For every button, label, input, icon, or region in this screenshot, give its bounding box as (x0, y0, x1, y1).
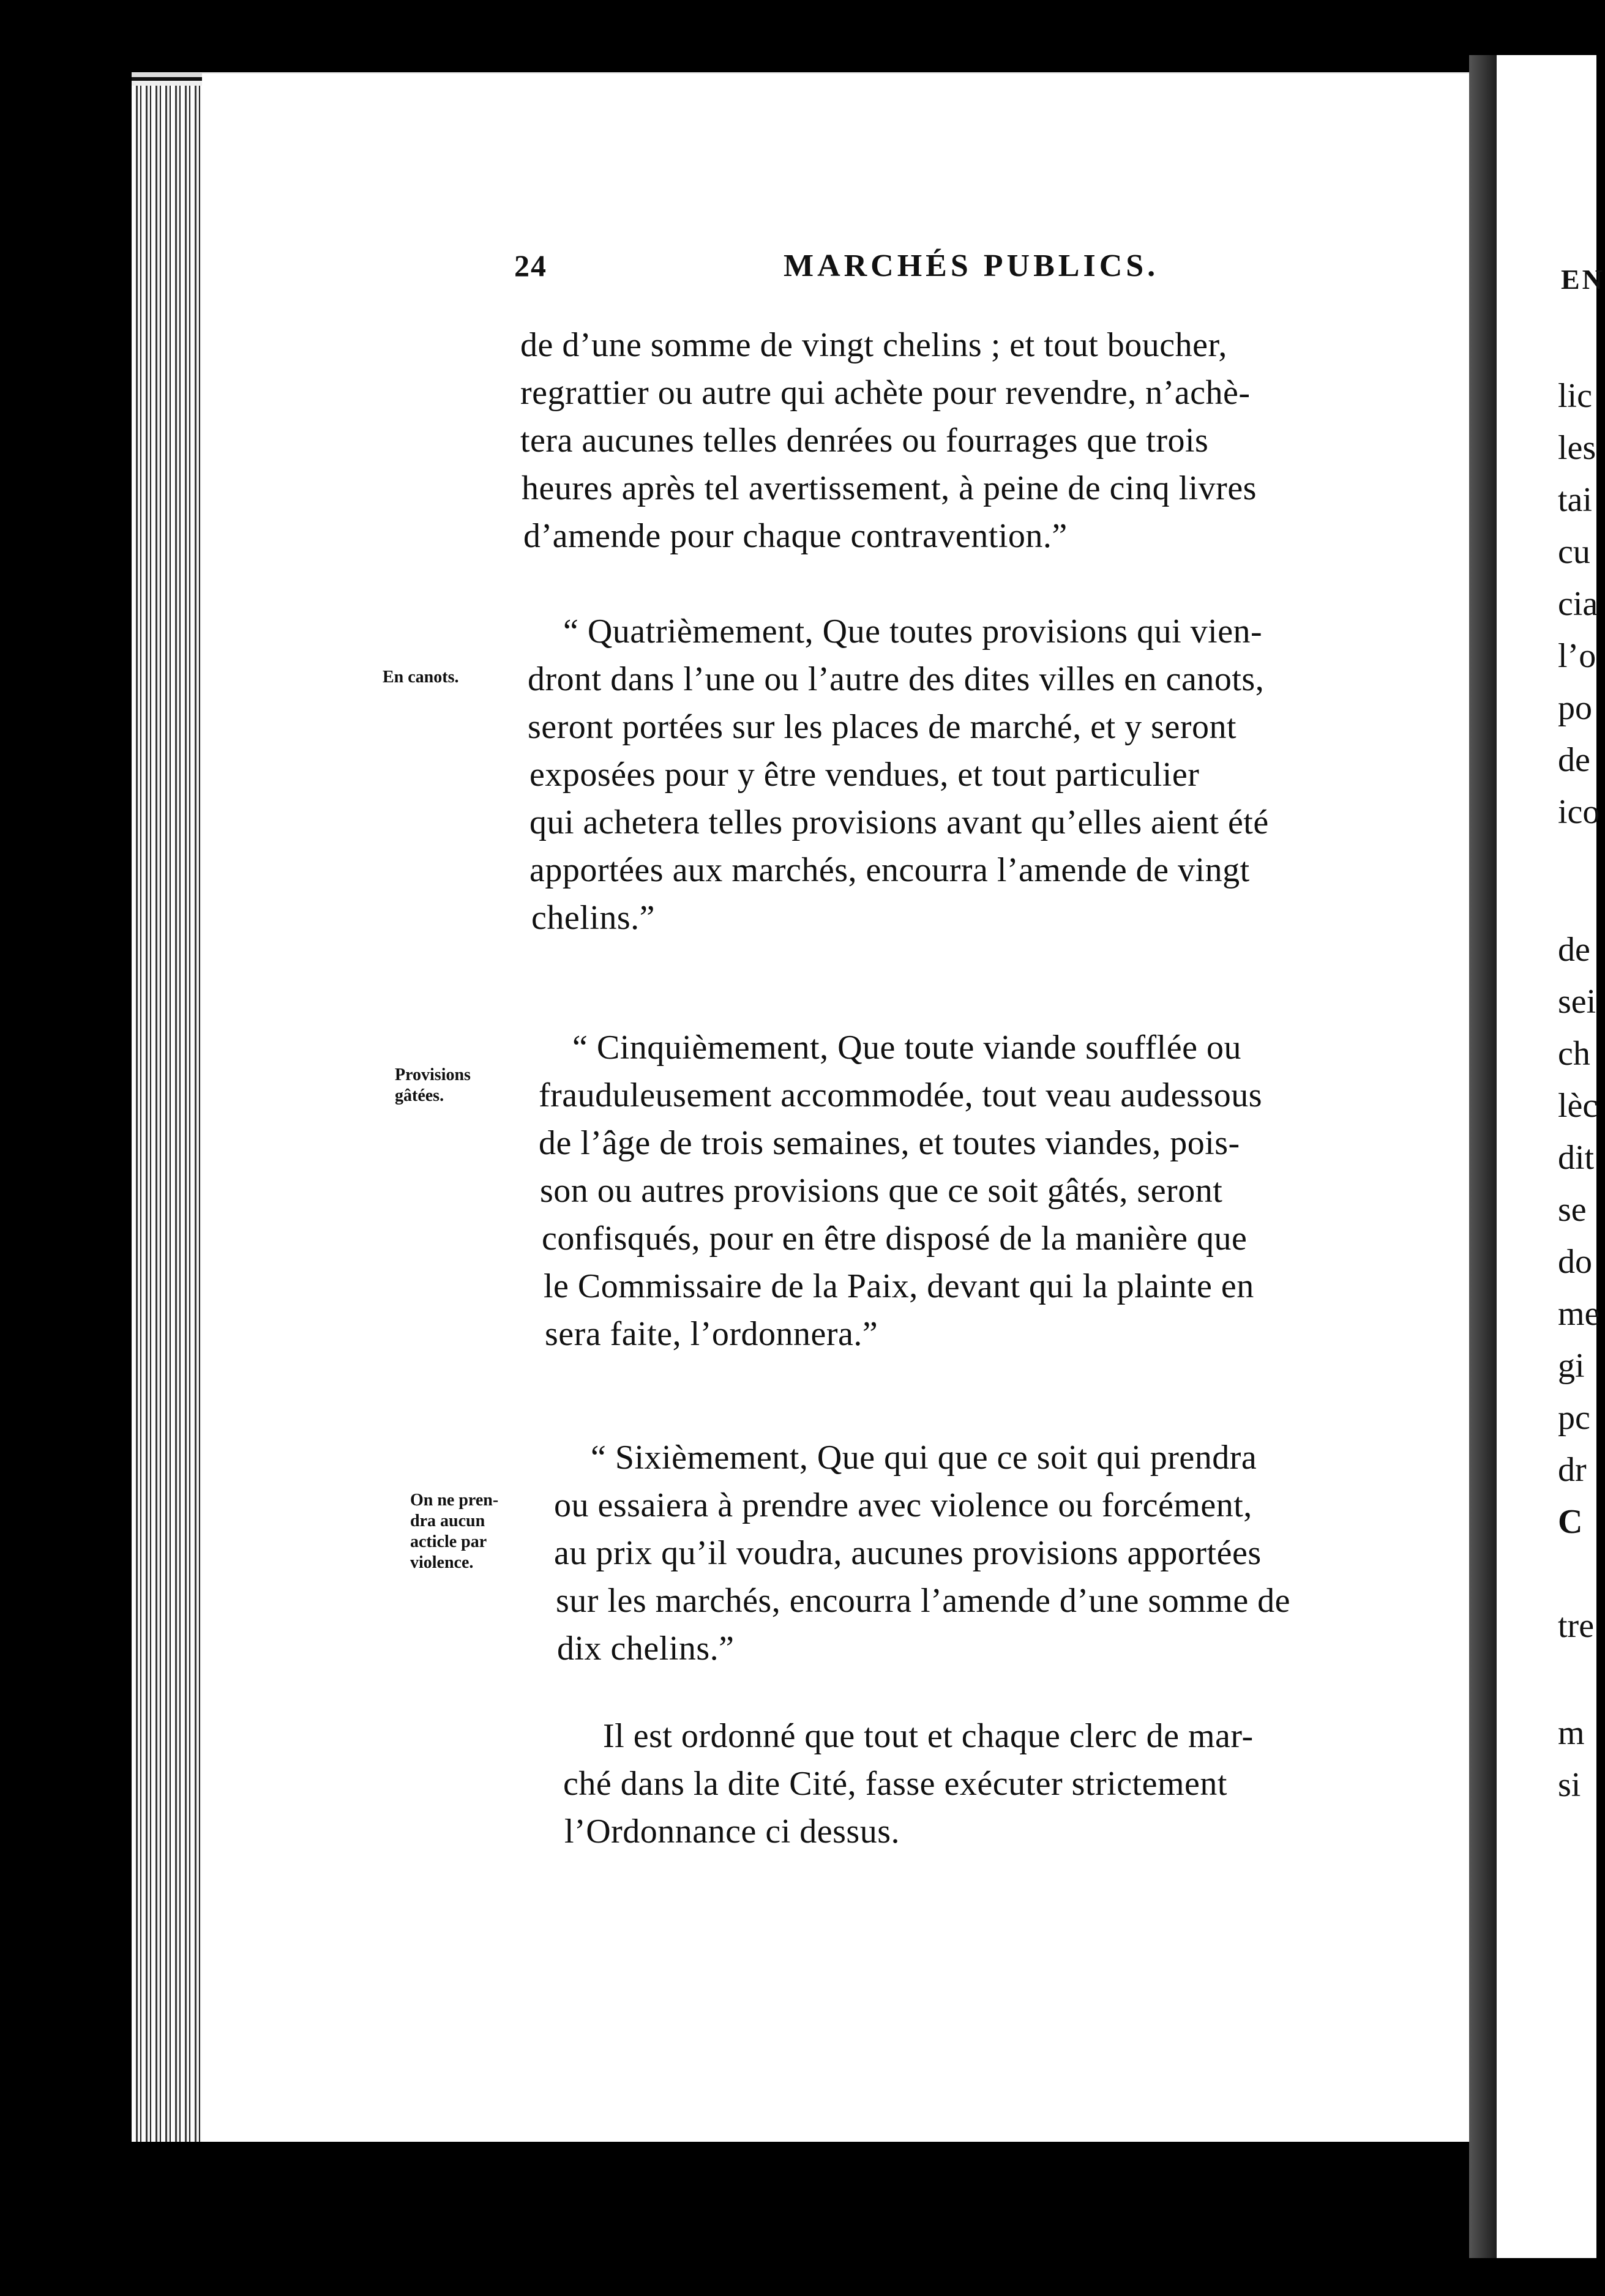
text-line: “ Quatrièmement, Que toutes provisions qui vien- (563, 613, 1263, 650)
facing-line: tre (1558, 1607, 1595, 1645)
facing-line: pc (1558, 1399, 1590, 1437)
text-line: heures après tel avertissement, à peine de cinq livres (522, 469, 1257, 507)
text-line: ou essaiera à prendre avec violence ou forcément, (554, 1486, 1252, 1524)
facing-line: dit (1558, 1139, 1595, 1177)
facing-line: les (1558, 429, 1596, 467)
facing-line: do (1558, 1243, 1592, 1281)
facing-line: lic (1558, 377, 1592, 415)
margin-note: On ne pren- dra aucun acticle par violence. (410, 1491, 499, 1572)
facing-line: ch (1558, 1035, 1590, 1073)
facing-line: de (1558, 931, 1590, 969)
text-line: ché dans la dite Cité, fasse exécuter strictement (563, 1765, 1227, 1803)
margin-note: Provisions gâtées. (395, 1065, 471, 1105)
facing-line: cia (1558, 585, 1598, 623)
text-line: sur les marchés, encourra l’amende d’une somme de (556, 1582, 1291, 1620)
text-line: d’amende pour chaque contravention.” (523, 517, 1068, 555)
text-line: confisqués, pour en être disposé de la manière que (542, 1220, 1248, 1258)
page-number: 24 (514, 248, 547, 283)
facing-line: tai (1558, 481, 1592, 519)
text-line: frauduleusement accommodée, tout veau audessous (539, 1076, 1262, 1114)
text-line: sera faite, l’ordonnera.” (545, 1315, 878, 1353)
text-line: de d’une somme de vingt chelins ; et tout boucher, (520, 326, 1227, 364)
text-line: son ou autres provisions que ce soit gâtés, seront (540, 1172, 1223, 1210)
text-line: apportées aux marchés, encourra l’amende de vingt (529, 851, 1250, 889)
text-line: “ Sixièmement, Que qui que ce soit qui prendra (591, 1439, 1257, 1477)
text-line: Il est ordonné que tout et chaque clerc de mar- (603, 1717, 1254, 1755)
text-line: seront portées sur les places de marché, et y seront (528, 708, 1237, 746)
facing-line: me (1558, 1295, 1600, 1333)
text-line: au prix qu’il voudra, aucunes provisions apportées (554, 1534, 1262, 1572)
facing-line: cu (1558, 533, 1590, 571)
facing-page-header: EN (1561, 264, 1605, 295)
facing-line: sei (1558, 983, 1596, 1021)
facing-line: l’o (1558, 637, 1596, 675)
text-line: dix chelins.” (557, 1630, 735, 1668)
facing-line: gi (1558, 1347, 1585, 1385)
text-line: qui achetera telles provisions avant qu’elles aient été (529, 803, 1269, 841)
page-header (514, 248, 1469, 291)
text-line: chelins.” (531, 899, 655, 937)
text-line: regrattier ou autre qui achète pour revendre, n’achè- (520, 374, 1251, 412)
facing-line: C (1558, 1503, 1583, 1541)
facing-line: dr (1558, 1451, 1587, 1489)
text-line: exposées pour y être vendues, et tout particulier (529, 756, 1200, 794)
facing-line: m (1558, 1714, 1585, 1752)
running-title: MARCHÉS PUBLICS. (784, 248, 1159, 283)
text-line: l’Ordonnance ci dessus. (564, 1813, 900, 1851)
facing-line: ico (1558, 793, 1600, 831)
facing-line: de (1558, 741, 1590, 779)
margin-note: En canots. (383, 668, 459, 687)
facing-line: lèc (1558, 1087, 1598, 1125)
text-line: de l’âge de trois semaines, et toutes viandes, pois- (539, 1124, 1240, 1162)
facing-line: si (1558, 1766, 1581, 1804)
facing-line: po (1558, 689, 1592, 727)
text-line: dront dans l’une ou l’autre des dites villes en canots, (528, 660, 1265, 698)
facing-line: se (1558, 1191, 1587, 1229)
text-line: “ Cinquièmement, Que toute viande soufflée ou (572, 1029, 1241, 1067)
text-line: le Commissaire de la Paix, devant qui la plainte en (544, 1267, 1254, 1305)
text-line: tera aucunes telles denrées ou fourrages que trois (520, 422, 1209, 460)
